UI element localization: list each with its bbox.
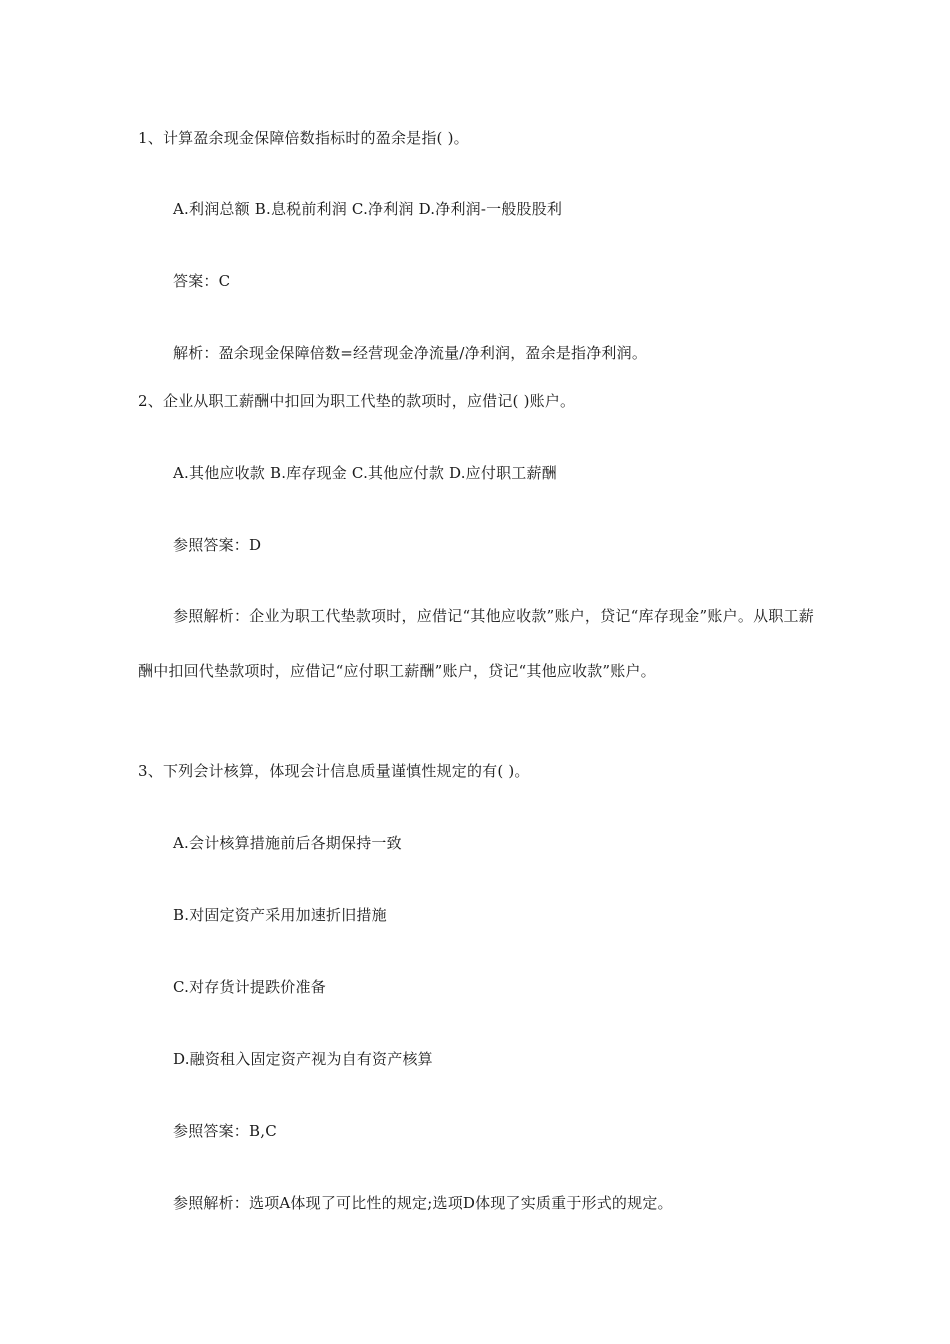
question-1-stem: 1、计算盈余现金保障倍数指标时的盈余是指( )。 [138, 129, 469, 147]
question-3-option-d: D.融资租入固定资产视为自有资产核算 [173, 1050, 433, 1068]
question-1-options: A.利润总额 B.息税前利润 C.净利润 D.净利润-一般股股利 [173, 200, 563, 218]
question-3-option-c: C.对存货计提跌价准备 [173, 978, 326, 996]
question-2-answer: 参照答案：D [173, 536, 262, 554]
question-3-analysis: 参照解析：选项A体现了可比性的规定;选项D体现了实质重于形式的规定。 [173, 1194, 673, 1212]
question-3-option-b: B.对固定资产采用加速折旧措施 [173, 906, 387, 924]
question-1-analysis: 解析：盈余现金保障倍数=经营现金净流量/净利润，盈余是指净利润。 [173, 344, 648, 362]
question-1-answer: 答案：C [173, 272, 231, 290]
question-2-options: A.其他应收款 B.库存现金 C.其他应付款 D.应付职工薪酬 [173, 464, 557, 482]
question-3-answer: 参照答案：B,C [173, 1122, 277, 1140]
question-3-stem: 3、下列会计核算，体现会计信息质量谨慎性规定的有( )。 [138, 762, 530, 780]
question-3-option-a: A.会计核算措施前后各期保持一致 [173, 834, 402, 852]
question-2-analysis: 参照解析：企业为职工代垫款项时，应借记“其他应收款”账户，贷记“库存现金”账户。从职工薪酬中扣回代垫款项时，应借记“应付职工薪酬”账户，贷记“其他应收款”账户。 [138, 607, 814, 680]
question-2-stem: 2、企业从职工薪酬中扣回为职工代垫的款项时，应借记( )账户。 [138, 392, 576, 410]
